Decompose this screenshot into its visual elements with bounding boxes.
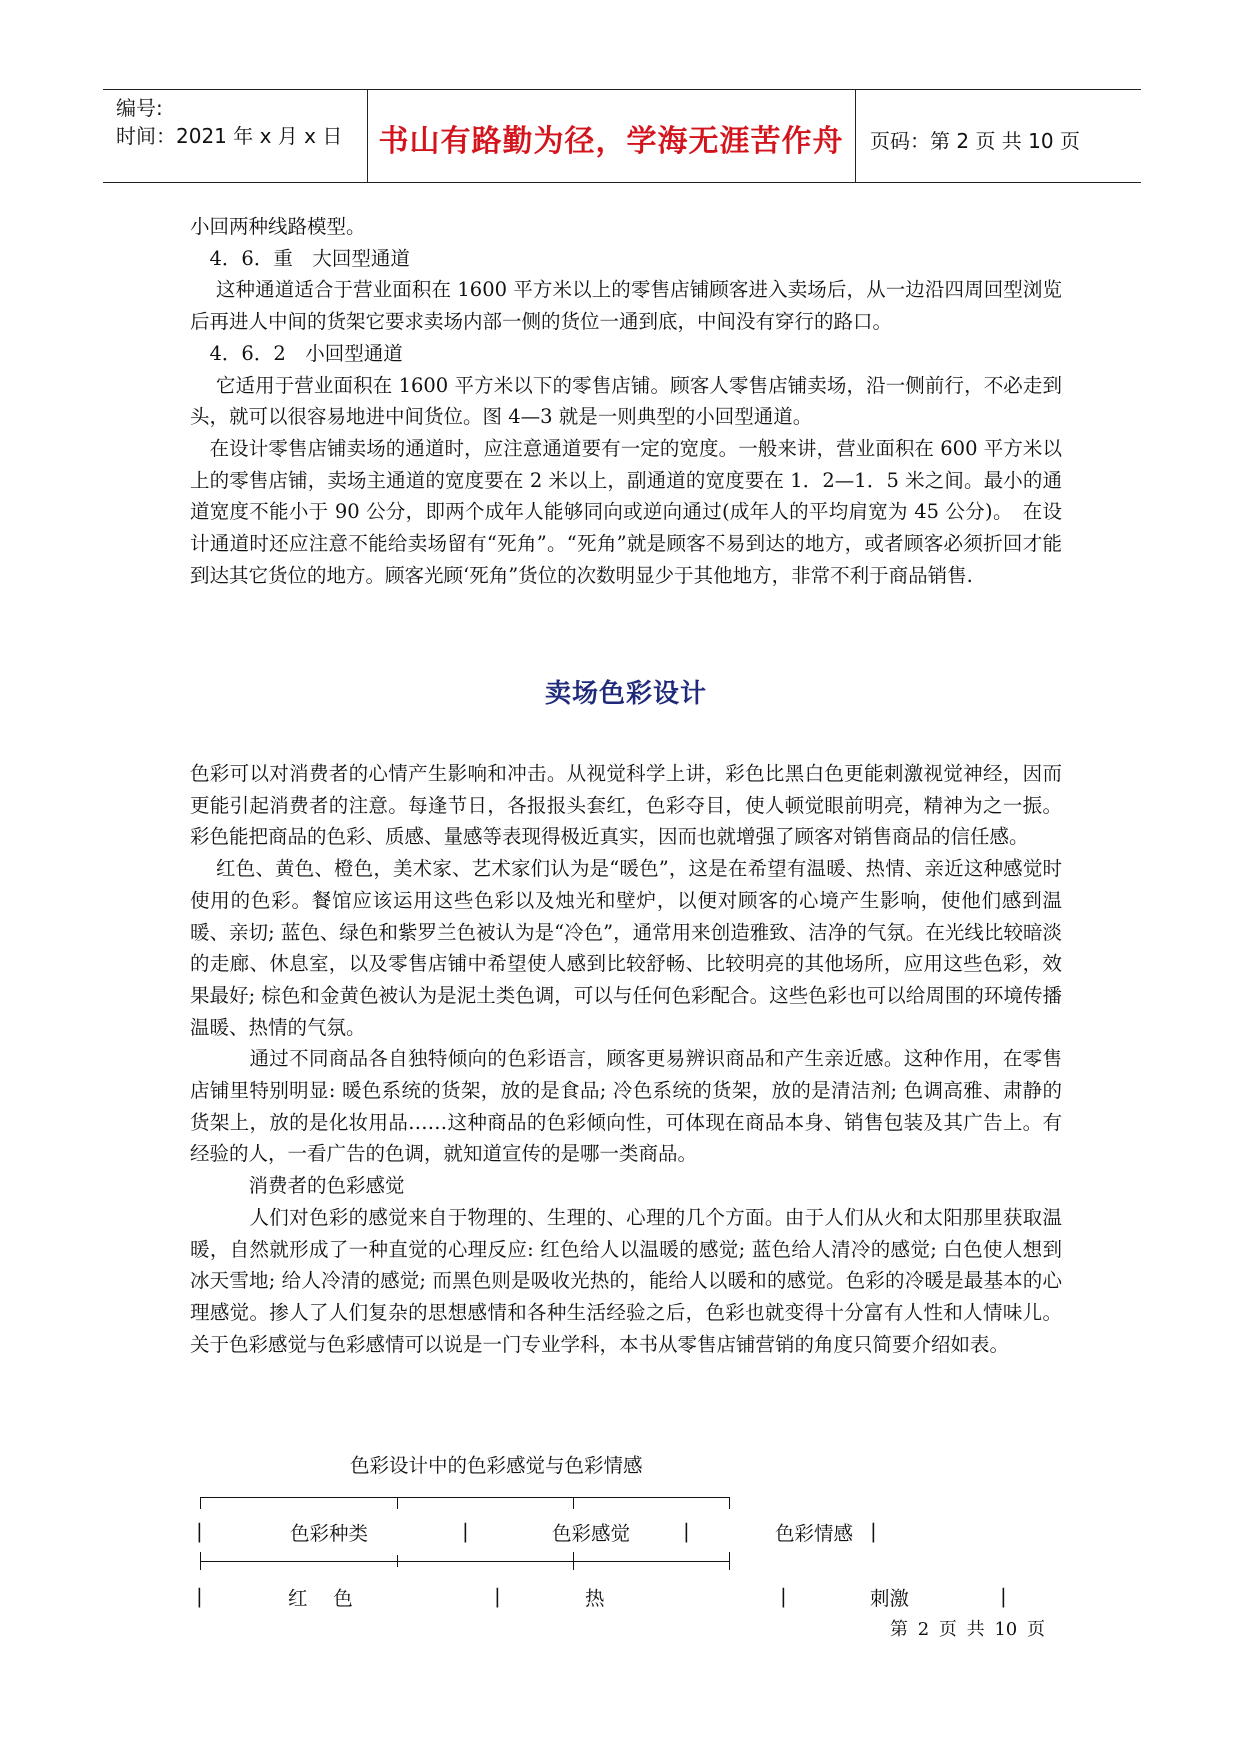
table-header-cell: 色彩感觉 xyxy=(552,1522,631,1545)
body-top xyxy=(190,211,1062,591)
table-bar: | xyxy=(494,1584,501,1608)
table-tick xyxy=(397,1497,398,1509)
header-motto: 书山有路勤为径，学海无涯苦作舟 xyxy=(378,124,844,159)
table-rule-mid xyxy=(200,1561,730,1562)
table-bar: | xyxy=(780,1584,787,1608)
table-bar: | xyxy=(196,1519,203,1543)
table-tick xyxy=(573,1497,574,1509)
table-bar: | xyxy=(462,1519,469,1543)
header-divider-left xyxy=(367,89,368,182)
paragraph: 小回两种线路模型。 xyxy=(190,215,366,238)
header-top-rule xyxy=(103,89,1141,90)
table-bar: | xyxy=(870,1519,877,1543)
paragraph: 人们对色彩的感觉来自于物理的、生理的、心理的几个方面。由于人们从火和太阳那里获取温暖，自然就形成了一种直觉的心理反应: 红色给人以温暖的感觉; 蓝色给人清冷的感觉; 白色使人想到冰天雪地; 给人冷清的感觉; 而黑色则是吸收光热的，能给人以暖和的感觉。色彩的冷暖是最基本的心理感觉。掺人了人们复杂的思想感情和各种生活经验之后，色彩也就变得十分富有人性和人情味儿。关于色彩感觉与色彩感情可以说是一门专业学科，本书从零售店铺营销的角度只简要介绍如表。 xyxy=(190,1205,1062,1356)
paragraph: 色彩可以对消费者的心情产生影响和冲击。从视觉科学上讲，彩色比黑白色更能刺激视觉神经，因而更能引起消费者的注意。每逢节日，各报报头套红，色彩夺目，使人顿觉眼前明亮，精神为之一振。彩色能把商品的色彩、质感、量感等表现得极近真实，因而也就增强了顾客对销售商品的信任感。 xyxy=(190,762,1062,849)
table-rule-top xyxy=(200,1497,730,1498)
table-tick xyxy=(397,1555,398,1567)
header-page-number: 页码：第 2 页 共 10 页 xyxy=(870,129,1080,153)
paragraph: 通过不同商品各自独特倾向的色彩语言，顾客更易辨识商品和产生亲近感。这种作用，在零售店铺里特别明显: 暖色系统的货架，放的是食品; 冷色系统的货架，放的是清洁剂; 色调高雅、肃静的货架上，放的是化妆用品……这种商品的色彩倾向性，可体现在商品本身、销售包装及其广告上。有经验的人，一看广告的色调，就知道宣传的是哪一类商品。 xyxy=(190,1047,1062,1166)
paragraph: 4．6．2 小回型通道 xyxy=(190,341,403,365)
header-divider-right xyxy=(855,89,856,182)
paragraph: 在设计零售店铺卖场的通道时，应注意通道要有一定的宽度。一般来讲，营业面积在 600 平方米以上的零售店铺，卖场主通道的宽度要在 2 米以上，副通道的宽度要在 1．2—1．5 米之间。最小的通道宽度不能小于 90 公分，即两个成年人能够同向或逆向通过(成年人的平均肩宽为 45 公分)。 在设计通道时还应注意不能给卖场留有“死角”。“死角”就是顾客不易到达的地方，或者顾客必须折回才能到达其它货位的地方。顾客光顾‘死角”货位的次数明显少于其他地方，非常不利于商品销售. xyxy=(190,436,1062,587)
table-cell: 红 色 xyxy=(288,1587,353,1610)
section-title: 卖场色彩设计 xyxy=(544,679,707,709)
table-tick xyxy=(200,1552,201,1570)
table-caption: 色彩设计中的色彩感觉与色彩情感 xyxy=(350,1454,643,1477)
table-header-cell: 色彩情感 xyxy=(775,1522,854,1545)
header-time: 时间：2021 年 x 月 x 日 xyxy=(116,124,343,148)
table-bar: | xyxy=(1000,1584,1007,1608)
table-tick xyxy=(729,1552,730,1570)
header-number-label: 编号: xyxy=(116,96,163,120)
paragraph: 4．6．重 大回型通道 xyxy=(190,246,410,270)
table-tick xyxy=(729,1497,730,1509)
table-cell: 热 xyxy=(585,1587,605,1610)
paragraph: 消费者的色彩感觉 xyxy=(190,1174,405,1198)
table-bar: | xyxy=(683,1519,690,1543)
paragraph: 它适用于营业面积在 1600 平方米以下的零售店铺。顾客人零售店铺卖场，沿一侧前行，不必走到头，就可以很容易地进中间货位。图 4—3 就是一则典型的小回型通道。 xyxy=(190,373,1062,429)
page-footer: 第 2 页 共 10 页 xyxy=(890,1619,1045,1640)
table-bar: | xyxy=(196,1584,203,1608)
body-bottom xyxy=(190,758,1062,1360)
table-tick xyxy=(573,1552,574,1570)
table-header-cell: 色彩种类 xyxy=(290,1522,369,1545)
table-cell: 刺激 xyxy=(870,1587,910,1610)
paragraph: 这种通道适合于营业面积在 1600 平方米以上的零售店铺顾客进入卖场后，从一边沿四周回型浏览后再进人中间的货架它要求卖场内部一侧的货位一通到底，中间没有穿行的路口。 xyxy=(190,278,1062,334)
table-tick xyxy=(200,1497,201,1509)
paragraph: 红色、黄色、橙色，美术家、艺术家们认为是“暖色”，这是在希望有温暖、热情、亲近这种感觉时使用的色彩。餐馆应该运用这些色彩以及烛光和壁炉，以便对顾客的心境产生影响，使他们感到温暖、亲切; 蓝色、绿色和紫罗兰色被认为是“冷色”，通常用来创造雅致、洁净的气氛。在光线比较暗淡的走廊、休息室，以及零售店铺中希望使人感到比较舒畅、比较明亮的其他场所，应用这些色彩，效果最好; 棕色和金黄色被认为是泥土类色调，可以与任何色彩配合。这些色彩也可以给周围的环境传播温暖、热情的气氛。 xyxy=(190,857,1062,1039)
header-bottom-rule xyxy=(103,182,1141,183)
